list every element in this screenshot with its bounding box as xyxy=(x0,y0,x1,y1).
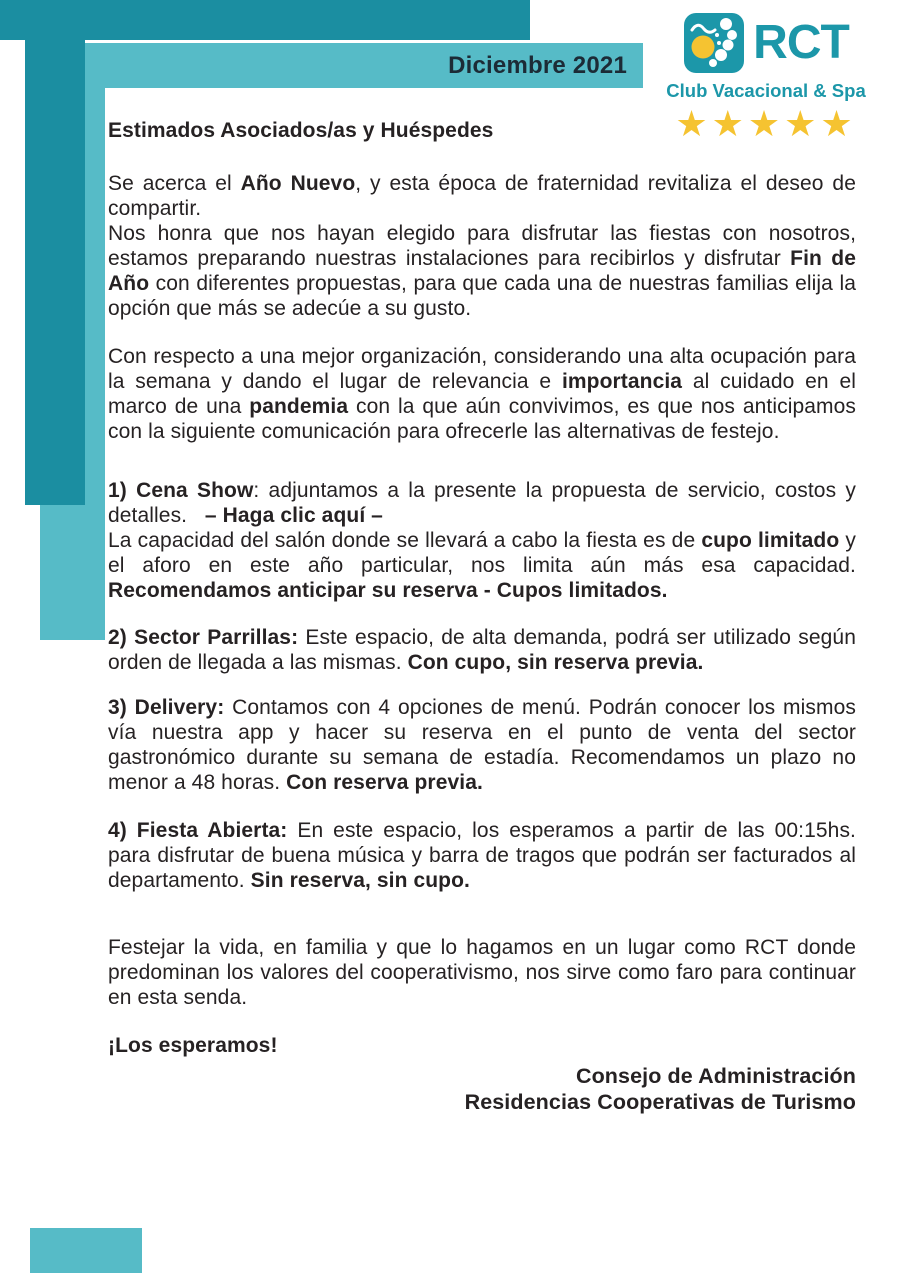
closing-paragraph: Festejar la vida, en familia y que lo hagamos en un lugar como RCT donde predominan los valores del cooperativismo, nos sirve como faro para continuar en esta senda. xyxy=(108,936,856,1009)
brand-tagline: Club Vacacional & Spa xyxy=(666,80,866,101)
greeting: Estimados Asociados/as y Huéspedes xyxy=(108,119,494,142)
signature-block xyxy=(108,1063,856,1115)
letter-content xyxy=(108,118,856,1115)
signature-line-2: Residencias Cooperativas de Turismo xyxy=(464,1090,856,1114)
item-cena-show-head: 1) Cena Show: adjuntamos a la presente la propuesta de servicio, costos y detalles. – Haga clic aquí – xyxy=(108,479,856,527)
brand-name: RCT xyxy=(753,16,849,69)
intro-paragraph-2: Nos honra que nos hayan elegido para disfrutar las fiestas con nosotros, estamos preparando nuestras instalaciones para recibirlos y disfrutar Fin de Año con diferentes propuestas, para que cada una de nuestras familias elija la opción que más se adecúe a su gusto. xyxy=(108,222,856,320)
farewell: ¡Los esperamos! xyxy=(108,1034,278,1057)
item-sector-parrillas: 2) Sector Parrillas: Este espacio, de alta demanda, podrá ser utilizado según orden de llegada a las mismas. Con cupo, sin reserva previa. xyxy=(108,626,856,674)
bottom-corner-accent xyxy=(30,1228,142,1273)
five-star-rating: ★★★★★ xyxy=(675,103,857,144)
click-here-link[interactable]: – Haga clic aquí – xyxy=(204,504,383,527)
organization-paragraph: Con respecto a una mejor organización, considerando una alta ocupación para la semana y dando el lugar de relevancia e importancia al cuidado en el marco de una pandemia con la que aún convivimos, es que nos anticipamos con la siguiente comunicación para ofrecerle las alternativas de festejo. xyxy=(108,345,856,443)
rct-sun-beach-icon xyxy=(683,12,745,74)
logo-row xyxy=(683,12,849,74)
brand-logo xyxy=(668,12,864,144)
intro-paragraph-1: Se acerca el Año Nuevo, y esta época de fraternidad revitaliza el deseo de compartir. xyxy=(108,172,856,220)
signature-line-1: Consejo de Administración xyxy=(575,1064,856,1088)
item-fiesta-abierta: 4) Fiesta Abierta: En este espacio, los esperamos a partir de las 00:15hs. para disfrutar de buena música y barra de tragos que podrán ser facturados al departamento. Sin reserva, sin cupo. xyxy=(108,819,856,892)
date-text: Diciembre 2021 xyxy=(448,51,627,79)
date-banner xyxy=(40,43,643,88)
item-cena-show xyxy=(108,478,856,603)
item-cena-show-body: La capacidad del salón donde se llevará a cabo la fiesta es de cupo limitado y el aforo en este año particular, nos limita aún más esa capacidad. Recomendamos anticipar su reserva - Cupos limitados. xyxy=(108,529,856,602)
left-accent-bar xyxy=(25,0,85,505)
item-delivery: 3) Delivery: Contamos con 4 opciones de menú. Podrán conocer los mismos vía nuestra app y hacer su reserva en el punto de venta del sector gastronómico durante su semana de estadía. Recomendamos un plazo no menor a 48 horas. Con reserva previa. xyxy=(108,696,856,794)
